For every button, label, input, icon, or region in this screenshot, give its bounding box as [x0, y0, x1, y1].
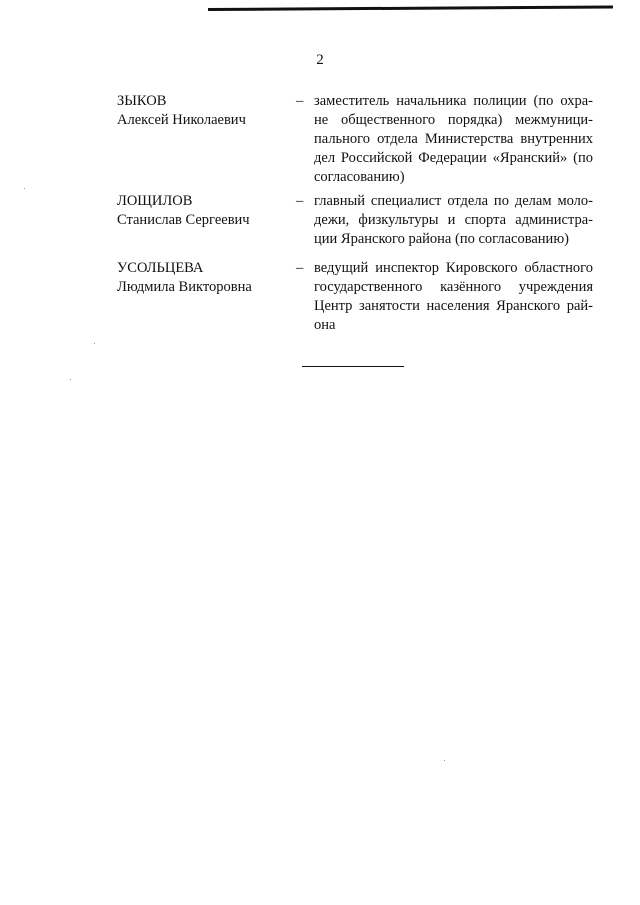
scan-speck [444, 760, 445, 761]
member-dash: – [296, 93, 304, 109]
position-line: пального отдела Министерства внутренних [314, 131, 593, 147]
member-surname: ЛОЩИЛОВ [117, 193, 193, 209]
member-position [314, 259, 593, 335]
position-line: главный специалист отдела по делам моло- [314, 193, 593, 209]
position-line: ции Яранского района (по согласованию) [314, 231, 569, 247]
scan-speck [24, 188, 25, 189]
position-line: ведущий инспектор Кировского областного [314, 260, 593, 276]
member-given-names: Станислав Сергеевич [117, 212, 250, 228]
member-surname: ЗЫКОВ [117, 93, 167, 109]
position-line: она [314, 317, 336, 333]
position-line: согласованию) [314, 169, 405, 185]
member-name [117, 259, 287, 297]
position-line: Центр занятости населения Яранского рай- [314, 298, 593, 314]
end-of-list-rule [302, 366, 404, 367]
member-dash: – [296, 193, 304, 209]
member-dash: – [296, 260, 304, 276]
top-rule [208, 6, 613, 11]
member-name [117, 92, 287, 130]
member-name [117, 192, 287, 230]
member-surname: УСОЛЬЦЕВА [117, 260, 204, 276]
position-line: дежи, физкультуры и спорта администра- [314, 212, 593, 228]
member-given-names: Людмила Викторовна [117, 279, 252, 295]
position-line: государственного казённого учреждения [314, 279, 593, 295]
scan-speck [70, 379, 71, 380]
member-given-names: Алексей Николаевич [117, 112, 246, 128]
scan-speck [94, 343, 95, 344]
member-position [314, 192, 593, 249]
member-position [314, 92, 593, 187]
position-line: не общественного порядка) межмуници- [314, 112, 593, 128]
position-line: заместитель начальника полиции (по охра- [314, 93, 593, 109]
page-number: 2 [316, 52, 324, 68]
position-line: дел Российской Федерации «Яранский» (по [314, 150, 593, 166]
